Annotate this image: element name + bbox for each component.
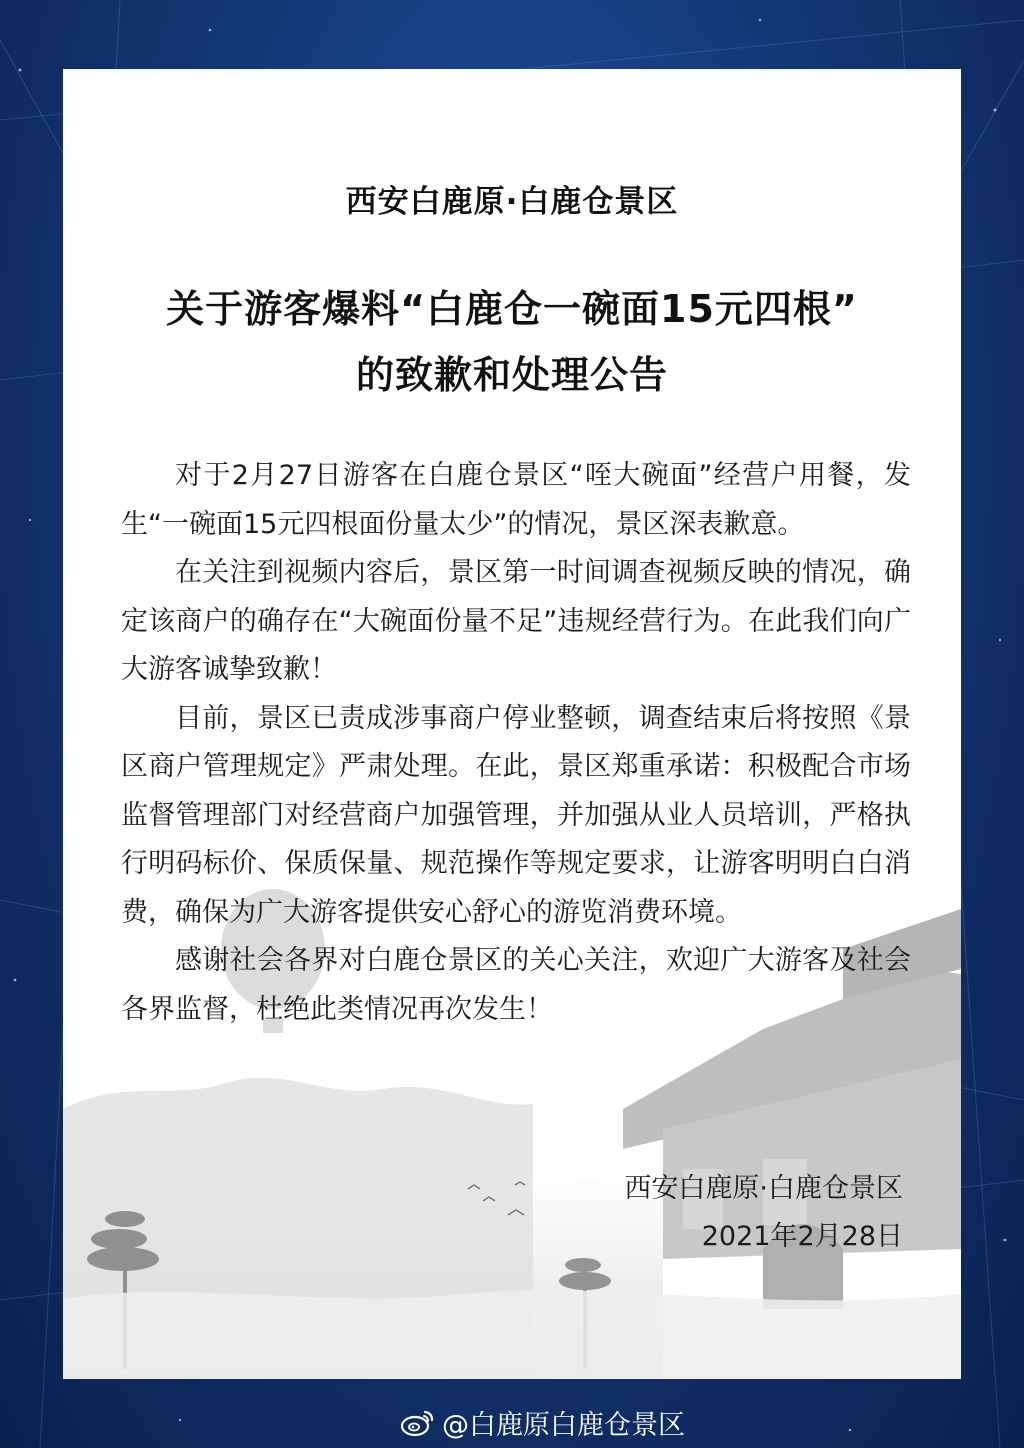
weibo-account-name: @白鹿原白鹿仓景区 xyxy=(442,1409,685,1441)
weibo-icon xyxy=(400,1406,436,1438)
signature-date: 2021年2月28日 xyxy=(701,1221,903,1252)
paragraph-2: 在关注到视频内容后，景区第一时间调查视频反映的情况，确定该商户的确存在“大碗面份量不足”违规经营行为。在此我们向广大游客诚挚致歉！ xyxy=(121,557,911,685)
paragraph-4: 感谢社会各界对白鹿仓景区的关心关注，欢迎广大游客及社会各界监督，杜绝此类情况再次发生！ xyxy=(121,945,911,1025)
signature-organization: 西安白鹿原·白鹿仓景区 xyxy=(624,1173,903,1204)
notice-body xyxy=(121,452,911,1034)
organization-title: 西安白鹿原·白鹿仓景区 xyxy=(345,184,679,220)
headline-line-1: 关于游客爆料“白鹿仓一碗面15元四根” xyxy=(166,287,858,331)
weibo-watermark xyxy=(400,1402,685,1442)
notice-paper xyxy=(63,69,961,1379)
paragraph-1: 对于2月27日游客在白鹿仓景区“咥大碗面”经营户用餐，发生“一碗面15元四根面份量太少”的情况，景区深表歉意。 xyxy=(121,460,911,540)
headline-line-2: 的致歉和处理公告 xyxy=(355,353,668,397)
paragraph-3: 目前，景区已责成涉事商户停业整顿，调查结束后将按照《景区商户管理规定》严肃处理。在此，景区郑重承诺：积极配合市场监督管理部门对经营商户加强管理，并加强从业人员培训，严格执行明码标价、保质保量、规范操作等规定要求，让游客明明白白消费，确保为广大游客提供安心舒心的游览消费环境。 xyxy=(121,702,911,928)
signature-block xyxy=(624,1165,903,1261)
